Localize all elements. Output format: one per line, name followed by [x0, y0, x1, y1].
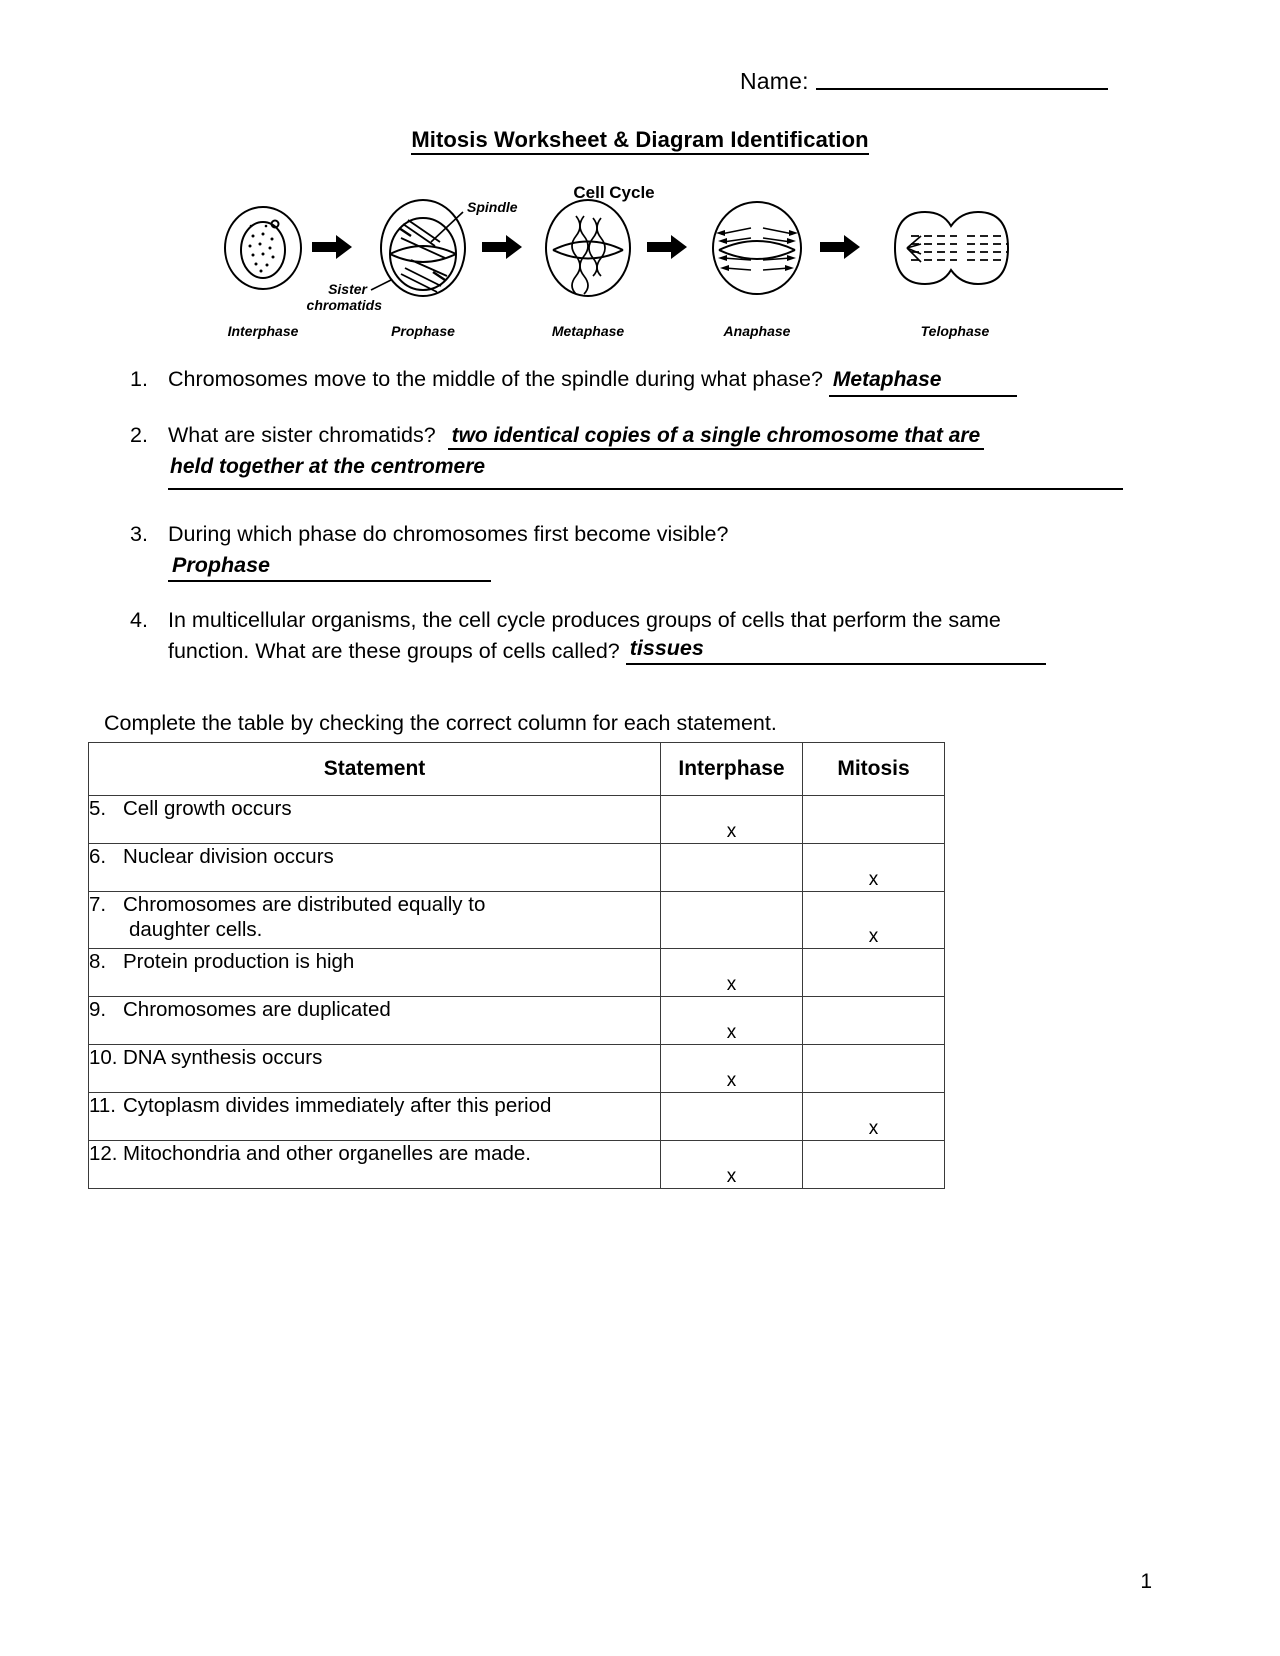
question-4-text-line1: In multicellular organisms, the cell cycle produces groups of cells that perform the same — [168, 608, 1001, 632]
stage-label-prophase: Prophase — [391, 323, 455, 339]
row-number: 11. — [89, 1094, 116, 1117]
sister-chromatids-callout-line2: chromatids — [306, 297, 382, 313]
question-2-answer-line1[interactable]: two identical copies of a single chromosome that are — [448, 424, 985, 450]
row-statement: Chromosomes are distributed equally to — [123, 893, 486, 916]
spindle-callout-label: Spindle — [467, 199, 518, 215]
stage-label-anaphase: Anaphase — [723, 323, 791, 339]
statement-cell — [89, 796, 661, 844]
statement-cell — [89, 949, 661, 997]
questions-list — [130, 365, 1115, 689]
row-statement-line2: daughter cells. — [129, 918, 263, 941]
table-row — [89, 892, 945, 949]
mitosis-checkbox[interactable] — [803, 949, 945, 997]
table-row — [89, 844, 945, 892]
interphase-checkbox[interactable] — [661, 892, 803, 949]
interphase-checkbox[interactable]: x — [661, 949, 803, 997]
statement-table — [88, 742, 945, 1189]
question-4-answer[interactable]: tissues — [626, 634, 1046, 665]
diagram-title: Cell Cycle — [573, 183, 655, 202]
cell-cycle-diagram — [195, 176, 1025, 346]
interphase-checkbox[interactable] — [661, 844, 803, 892]
row-number: 5. — [89, 797, 107, 820]
table-row — [89, 1045, 945, 1093]
question-4-text-line2: function. What are these groups of cells called? — [168, 639, 620, 663]
question-4-number: 4. — [130, 608, 148, 632]
question-3-answer[interactable]: Prophase — [168, 551, 491, 582]
column-header-statement: Statement — [89, 743, 661, 796]
mitosis-checkbox[interactable] — [803, 1141, 945, 1189]
statement-cell — [89, 1093, 661, 1141]
table-row — [89, 1093, 945, 1141]
interphase-checkbox[interactable]: x — [661, 997, 803, 1045]
mitosis-checkbox[interactable]: x — [803, 844, 945, 892]
question-2-answer-line2[interactable]: held together at the centromere — [170, 455, 486, 478]
mitosis-checkbox[interactable]: x — [803, 892, 945, 949]
interphase-checkbox[interactable]: x — [661, 1045, 803, 1093]
mitosis-checkbox[interactable]: x — [803, 1093, 945, 1141]
table-instruction: Complete the table by checking the correct column for each statement. — [104, 711, 777, 735]
row-number: 7. — [89, 893, 107, 916]
statement-cell — [89, 1141, 661, 1189]
statement-cell — [89, 892, 661, 949]
question-3-text: During which phase do chromosomes first become visible? — [168, 522, 729, 546]
question-3 — [130, 520, 1115, 582]
question-4 — [130, 606, 1115, 665]
row-number: 8. — [89, 950, 107, 973]
sister-chromatids-callout-line1: Sister — [328, 281, 367, 297]
name-field-row — [740, 68, 1108, 94]
question-1-text: Chromosomes move to the middle of the spindle during what phase? — [168, 367, 823, 391]
row-number: 9. — [89, 998, 107, 1021]
row-number: 10. — [89, 1046, 118, 1069]
statement-cell — [89, 1045, 661, 1093]
name-blank-line[interactable] — [816, 88, 1108, 90]
column-header-interphase: Interphase — [661, 743, 803, 796]
row-statement: DNA synthesis occurs — [123, 1046, 323, 1069]
question-2 — [130, 421, 1115, 490]
stage-label-telophase: Telophase — [920, 323, 990, 339]
question-2-answer-rule[interactable] — [168, 487, 1123, 490]
table-row — [89, 949, 945, 997]
mitosis-checkbox[interactable] — [803, 1045, 945, 1093]
statement-cell — [89, 844, 661, 892]
mitosis-checkbox[interactable] — [803, 796, 945, 844]
row-number: 12. — [89, 1142, 118, 1165]
row-number: 6. — [89, 845, 107, 868]
question-1-number: 1. — [130, 367, 148, 391]
table-row — [89, 997, 945, 1045]
page-number: 1 — [1140, 1570, 1152, 1593]
table-header-row — [89, 743, 945, 796]
page-title-text: Mitosis Worksheet & Diagram Identification — [411, 127, 868, 155]
row-statement: Protein production is high — [123, 950, 355, 973]
stage-label-metaphase: Metaphase — [551, 323, 625, 339]
table-row — [89, 1141, 945, 1189]
page-title — [0, 127, 1280, 153]
question-1 — [130, 365, 1115, 397]
row-statement: Cytoplasm divides immediately after this period — [123, 1094, 552, 1117]
interphase-checkbox[interactable]: x — [661, 1141, 803, 1189]
row-statement: Nuclear division occurs — [123, 845, 334, 868]
question-2-number: 2. — [130, 423, 148, 447]
question-3-number: 3. — [130, 522, 148, 546]
table-row — [89, 796, 945, 844]
statement-cell — [89, 997, 661, 1045]
interphase-checkbox[interactable] — [661, 1093, 803, 1141]
mitosis-checkbox[interactable] — [803, 997, 945, 1045]
stage-label-interphase: Interphase — [227, 323, 299, 339]
question-1-answer[interactable]: Metaphase — [829, 366, 1017, 397]
row-statement: Chromosomes are duplicated — [123, 998, 391, 1021]
interphase-checkbox[interactable]: x — [661, 796, 803, 844]
question-2-text: What are sister chromatids? — [168, 423, 436, 447]
column-header-mitosis: Mitosis — [803, 743, 945, 796]
name-label: Name: — [740, 68, 809, 94]
row-statement: Cell growth occurs — [123, 797, 292, 820]
row-statement: Mitochondria and other organelles are made. — [123, 1142, 531, 1165]
